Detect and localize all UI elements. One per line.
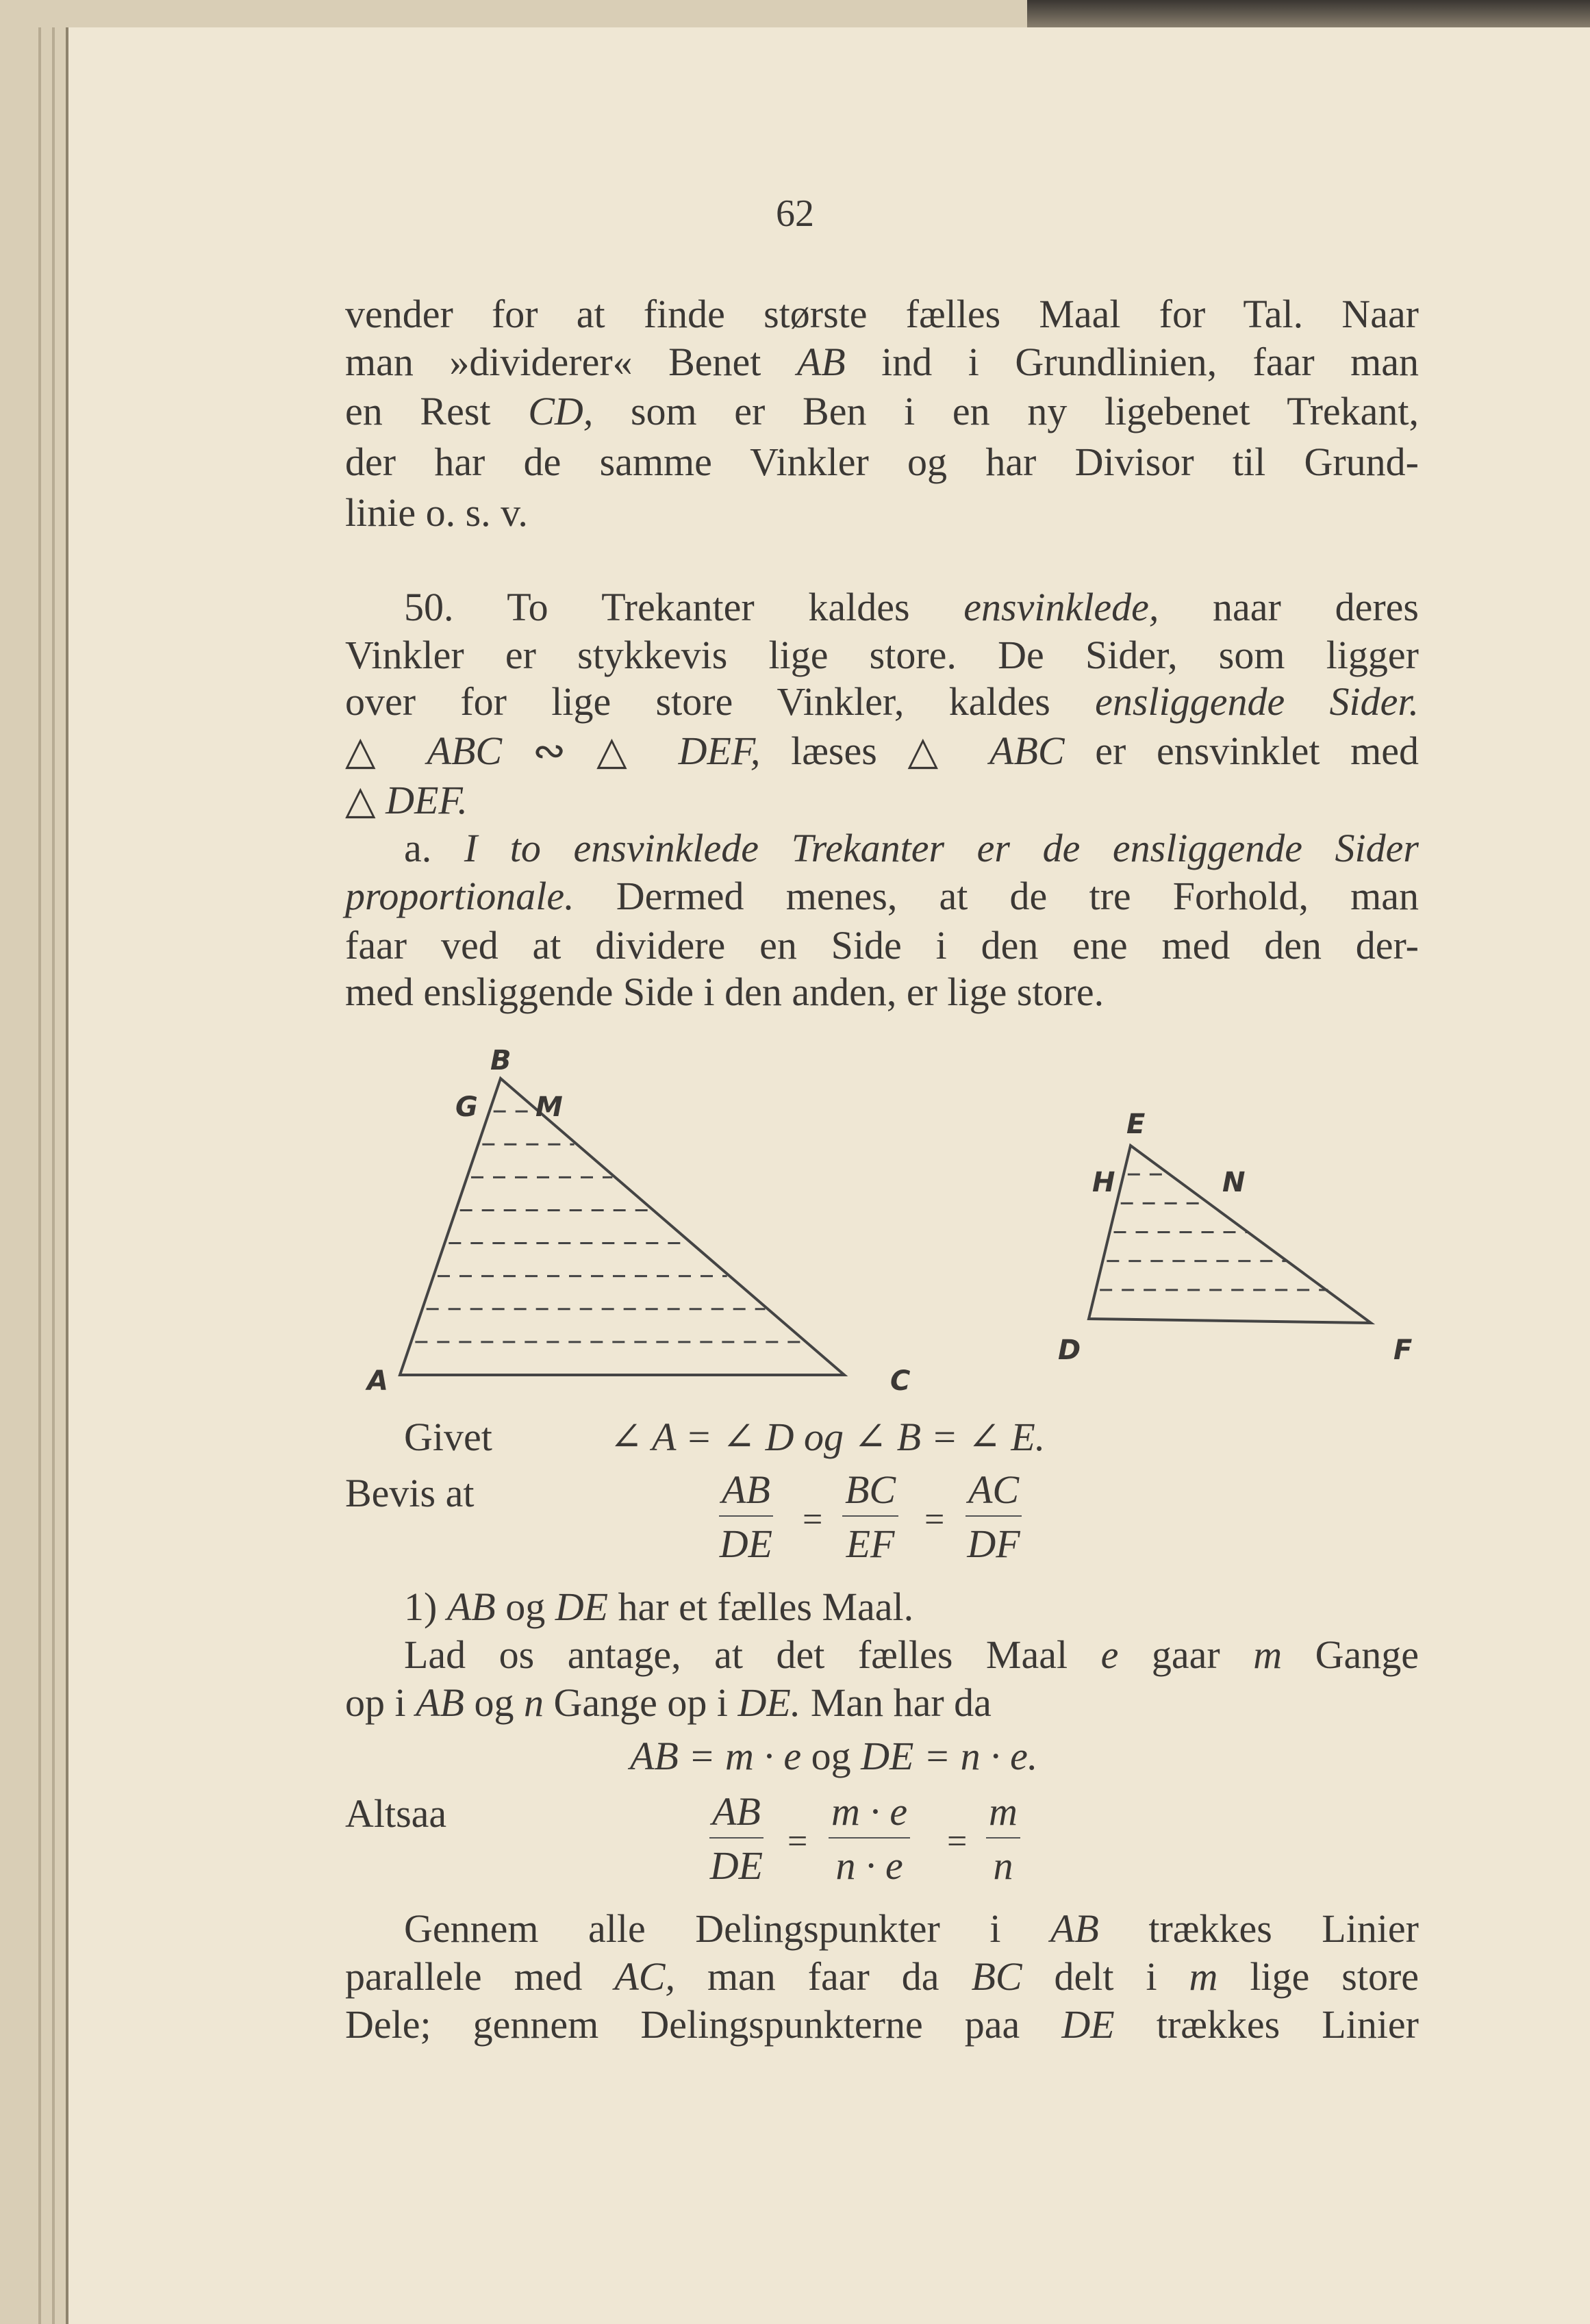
math-text: AB [416, 1680, 464, 1725]
math-text: AB [446, 1584, 496, 1629]
fraction-numerator: AC [966, 1467, 1022, 1517]
equals-sign: = [803, 1500, 823, 1539]
text-run: △ [345, 729, 427, 773]
label-f: F [1393, 1335, 1413, 1366]
page-number: 62 [776, 192, 814, 235]
text-run: læses △ [760, 729, 990, 773]
math-text: DE. [737, 1680, 801, 1725]
text-run: Dermed menes, at de tre Forhold, man [574, 874, 1419, 918]
label-g: G [455, 1091, 478, 1123]
text-run: og [495, 1584, 555, 1629]
text-run: 1) [404, 1584, 447, 1629]
text-run: naar deres [1159, 585, 1419, 629]
fraction-denominator: DF [967, 1521, 1020, 1566]
text-run: som er Ben i en ny ligebenet Trekant, [593, 389, 1419, 433]
label-a: A [367, 1365, 388, 1397]
text-run: trækkes Linier [1114, 2002, 1419, 2047]
fraction [966, 1467, 1022, 1567]
text-run: der har de samme Vinkler og har Divisor til Grund- [345, 440, 1419, 484]
label-d: D [1058, 1335, 1081, 1366]
text-run: Vinkler er stykkevis lige store. De Sider, som ligger [345, 633, 1419, 677]
text-run: Altsaa [345, 1791, 447, 1836]
math-text: AC, [614, 1954, 675, 1999]
math-text: m [1253, 1632, 1283, 1677]
text-run: parallele med [345, 1954, 615, 1999]
text-run: gaar [1118, 1632, 1254, 1677]
text-run: Gennem alle Delingspunkter i [404, 1906, 1050, 1951]
fraction-numerator: m · e [829, 1789, 910, 1839]
equals-sign: = [924, 1500, 945, 1539]
text-run: Bevis at [345, 1471, 475, 1515]
fraction-denominator: DE [719, 1521, 773, 1566]
text-run: og [801, 1734, 861, 1778]
text-run: har et fælles Maal. [608, 1584, 914, 1629]
label-b: B [490, 1045, 512, 1076]
fraction [829, 1789, 910, 1889]
fraction [842, 1467, 898, 1567]
fraction-numerator: BC [842, 1467, 898, 1517]
text-run: 50. To Trekanter kaldes [404, 585, 964, 629]
fraction [986, 1789, 1020, 1889]
text-run: op i [345, 1680, 416, 1725]
text-run: △ [345, 778, 386, 822]
text-run: lige store [1217, 1954, 1419, 1999]
given-equation: ∠ A = ∠ D og ∠ B = ∠ E. [609, 1415, 1046, 1459]
math-text: AB = m · e [630, 1734, 802, 1778]
text-run: er ensvinklet med [1064, 729, 1419, 773]
fraction-numerator: AB [709, 1789, 764, 1839]
equals-sign: = [947, 1822, 968, 1861]
math-text: CD, [528, 389, 594, 433]
text-run: faar ved at dividere en Side i den ene med den der- [345, 923, 1419, 968]
text-run: Gange op i [543, 1680, 738, 1725]
math-text: AB [1050, 1906, 1099, 1951]
fraction-denominator: n [993, 1843, 1013, 1888]
fraction-denominator: DE [709, 1843, 764, 1888]
math-text: DE = n · e. [861, 1734, 1038, 1778]
math-text: I to ensvinklede Trekanter er de ensliggende Sider [464, 826, 1419, 870]
math-text: n [523, 1680, 544, 1725]
fraction-numerator: AB [719, 1467, 773, 1517]
text-run: Dele; gennem Delingspunkterne paa [345, 2002, 1062, 2047]
text-run: en Rest [345, 389, 529, 433]
math-text: BC [971, 1954, 1022, 1999]
math-text: DEF, [678, 729, 761, 773]
math-text: m [1189, 1954, 1218, 1999]
math-text: DE [1061, 2002, 1115, 2047]
text-run: ∾ △ [502, 729, 679, 773]
math-text: ensvinklede, [963, 585, 1159, 629]
text-run: med ensliggende Side i den anden, er lige store. [345, 970, 1105, 1014]
label-m: M [535, 1091, 563, 1123]
math-text: e [1100, 1632, 1119, 1677]
fraction [709, 1789, 764, 1889]
label-n: N [1222, 1167, 1246, 1198]
math-text: AB [796, 340, 846, 384]
text-run: Gange [1282, 1632, 1419, 1677]
text-run: man »dividerer« Benet [345, 340, 797, 384]
text-run: linie o. s. v. [345, 490, 528, 535]
text-run: a. [404, 826, 464, 870]
label-c: C [890, 1365, 911, 1397]
text-run: man faar da [675, 1954, 972, 1999]
text-run: trækkes Linier [1098, 1906, 1419, 1951]
text-run: Givet [404, 1415, 492, 1459]
fraction-denominator: EF [846, 1521, 895, 1566]
text-run: Lad os antage, at det fælles Maal [404, 1632, 1101, 1677]
label-e: E [1126, 1109, 1146, 1140]
text-run: delt i [1022, 1954, 1189, 1999]
math-text: DE [555, 1584, 609, 1629]
text-run: vender for at finde største fælles Maal for Tal. Naar [345, 292, 1419, 336]
text-run: og [464, 1680, 524, 1725]
math-text: proportionale. [345, 874, 575, 918]
label-h: H [1092, 1167, 1115, 1198]
equals-sign: = [787, 1822, 808, 1861]
text-run: ind i Grundlinien, faar man [845, 340, 1419, 384]
text-run: Man har da [800, 1680, 992, 1725]
fraction [719, 1467, 773, 1567]
math-text: DEF. [386, 778, 468, 822]
math-text: ensliggende Sider. [1095, 679, 1419, 724]
math-text: ABC [989, 729, 1065, 773]
fraction-denominator: n · e [835, 1843, 903, 1888]
fraction-numerator: m [986, 1789, 1020, 1839]
text-run: over for lige store Vinkler, kaldes [345, 679, 1096, 724]
math-text: ABC [427, 729, 503, 773]
